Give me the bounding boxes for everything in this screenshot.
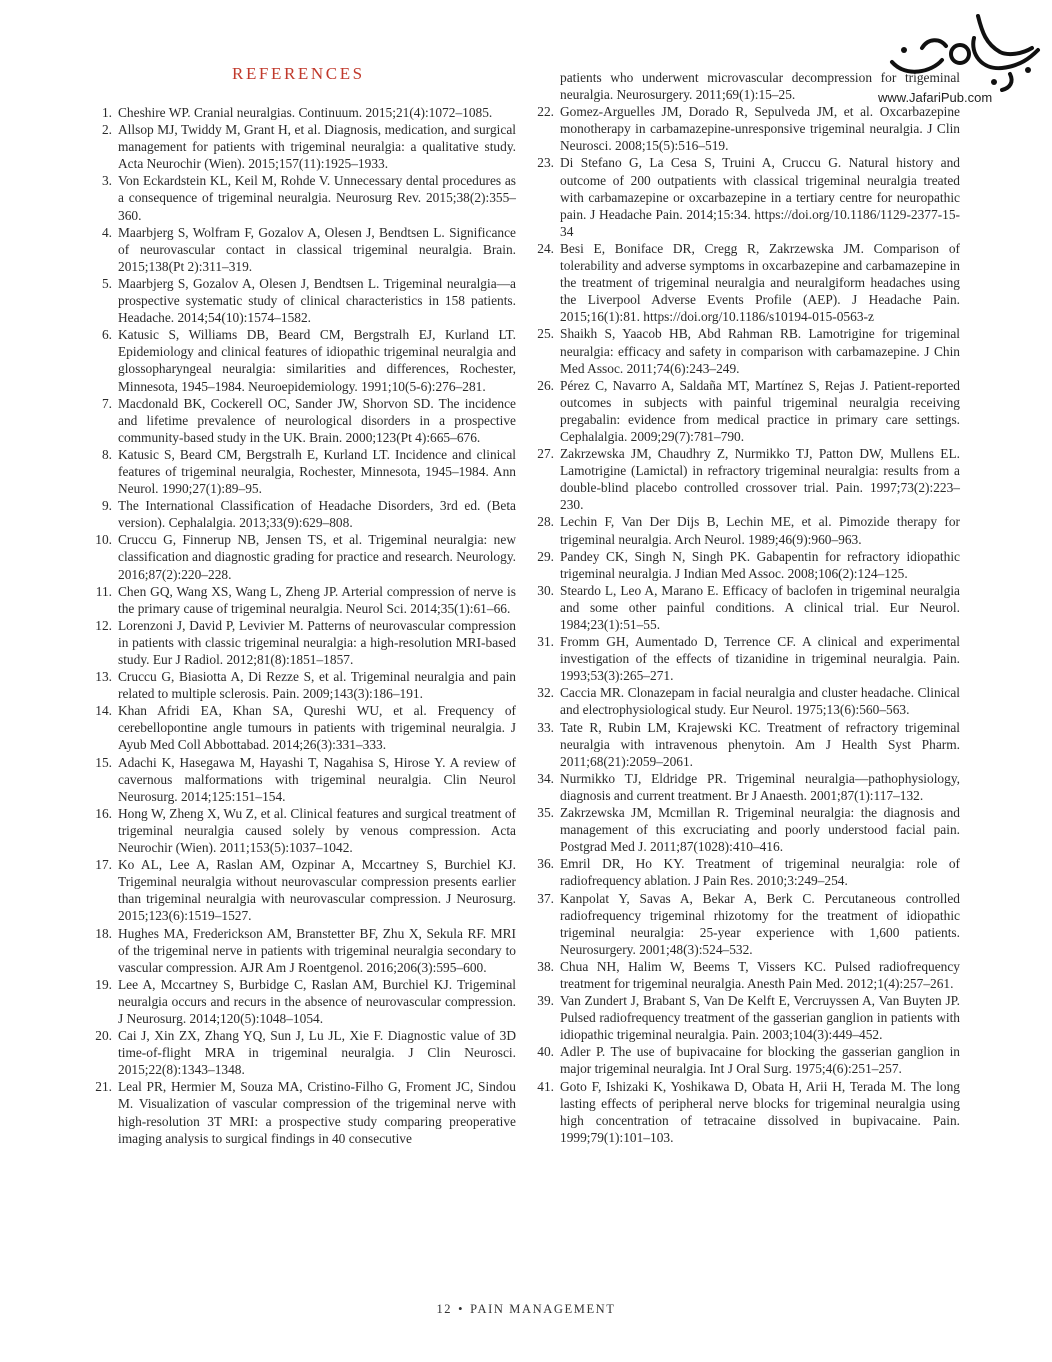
reference-text: Tate R, Rubin LM, Krajewski KC. Treatment of refractory trigeminal neuralgia with intravenous phenytoin. Am J Health Syst Pharm. 2011;68(21):2059–2061. xyxy=(560,719,960,769)
reference-number: 28. xyxy=(537,514,554,530)
reference-item xyxy=(86,702,516,753)
reference-text: Maarbjerg S, Gozalov A, Olesen J, Bendtsen L. Trigeminal neuralgia—a prospective systematic study of clinical characteristics in 158 patients. Headache. 2014;54(10):1574–1582. xyxy=(118,275,516,326)
reference-item xyxy=(86,224,516,275)
reference-text: Adler P. The use of bupivacaine for blocking the gasserian ganglion in major trigeminal neuralgia. Int J Oral Surg. 1975;4(6):251–257. xyxy=(560,1044,960,1077)
reference-text: Leal PR, Hermier M, Souza MA, Cristino-Filho G, Froment JC, Sindou M. Visualization of vascular compression of the trigeminal nerve with high-resolution 3T MRI: a prospective study comparing preoperative imaging analysis to surgical findings in 40 consecutive xyxy=(118,1079,516,1146)
reference-text: The International Classification of Headache Disorders, 3rd ed. (Beta version). Cephalalgia. 2013;33(9):629–808. xyxy=(118,498,516,531)
reference-number: 21. xyxy=(95,1079,112,1095)
reference-number: 29. xyxy=(537,548,554,564)
reference-item xyxy=(86,976,516,1027)
reference-text: Lechin F, Van Der Dijs B, Lechin ME, et al. Pimozide therapy for trigeminal neuralgia. Arch Neurol. 1989;46(9):960–963. xyxy=(560,514,960,547)
reference-text: Pandey CK, Singh N, Singh PK. Gabapentin for refractory idiopathic trigeminal neuralgia. J Indian Med Assoc. 2008;106(2):124–125. xyxy=(560,548,960,581)
reference-item xyxy=(528,445,960,513)
reference-number: 20. xyxy=(95,1028,112,1044)
reference-number: 18. xyxy=(95,925,112,941)
reference-number: 26. xyxy=(537,377,554,393)
reference-text: Zakrzewska JM, Mcmillan R. Trigeminal neuralgia: the diagnosis and management of this excruciating and poorly understood facial pain. Postgrad Med J. 2011;87(1028):410–416. xyxy=(560,805,960,855)
reference-number: 9. xyxy=(101,498,112,514)
reference-number: 6. xyxy=(101,327,112,343)
reference-number: 24. xyxy=(537,240,554,256)
reference-text: Maarbjerg S, Wolfram F, Gozalov A, Olesen J, Bendtsen L. Significance of neurovascular contact in classical trigeminal neuralgia. Brain. 2015;138(Pt 2):311–319. xyxy=(118,224,516,274)
reference-number: 23. xyxy=(537,155,554,171)
reference-number: 36. xyxy=(537,856,554,872)
reference-item xyxy=(528,513,960,547)
separator-dot: • xyxy=(458,1302,465,1316)
reference-number: 33. xyxy=(537,719,554,735)
reference-text: Steardo L, Leo A, Marano E. Efficacy of baclofen in trigeminal neuralgia and some other painful conditions. A clinical trial. Eur Neurol. 1984;23(1):51–55. xyxy=(560,582,960,632)
reference-number: 8. xyxy=(101,446,112,462)
references-left-column xyxy=(86,104,516,1147)
reference-item xyxy=(528,240,960,325)
reference-number: 15. xyxy=(95,754,112,770)
reference-number: 4. xyxy=(101,224,112,240)
reference-number: 1. xyxy=(101,105,112,120)
reference-number: 40. xyxy=(537,1044,554,1060)
reference-item xyxy=(528,582,960,633)
reference-text: Cai J, Xin ZX, Zhang YQ, Sun J, Lu JL, Xie F. Diagnostic value of 3D time-of-flight MRA in trigeminal neuralgia. J Clin Neurosci. 2015;22(8):1343–1348. xyxy=(118,1028,516,1078)
reference-text: Adachi K, Hasegawa M, Hayashi T, Nagahisa S, Hirose Y. A review of cavernous malformations with trigeminal neuralgia. Clin Neurol Neurosurg. 2014;125:151–154. xyxy=(118,754,516,804)
reference-text: Cheshire WP. Cranial neuralgias. Continuum. 2015;21(4):1072–1085. xyxy=(118,105,493,120)
reference-text: Besi E, Boniface DR, Cregg R, Zakrzewska JM. Comparison of tolerability and adverse symptoms in oxcarbazepine and carbamazepine in the treatment of trigeminal neuralgia and neuralgiform headaches using the Liverpool Adverse Events Profile (AEP). J Headache Pain. 2015;16(1):81. https://doi.org/10.1186/s10194-015-0563-z xyxy=(560,240,960,325)
reference-text: Katusic S, Williams DB, Beard CM, Bergstralh EJ, Kurland LT. Epidemiology and clinical features of idiopathic trigeminal neuralgia and glossopharyngeal neuralgia: similarities and differences, Rochester, Minnesota, 1945–1984. Neuroepidemiology. 1991;10(5-6):276–281. xyxy=(118,327,516,394)
reference-item xyxy=(528,103,960,154)
reference-number: 30. xyxy=(537,582,554,598)
reference-item xyxy=(528,770,960,804)
reference-item xyxy=(86,121,516,172)
reference-item xyxy=(528,719,960,770)
reference-number: 19. xyxy=(95,976,112,992)
reference-number: 13. xyxy=(95,669,112,685)
reference-item xyxy=(528,1043,960,1077)
reference-number: 11. xyxy=(95,583,112,599)
reference-number: 41. xyxy=(537,1078,554,1094)
reference-item xyxy=(528,548,960,582)
reference-number: 25. xyxy=(537,326,554,342)
reference-text: Macdonald BK, Cockerell OC, Sander JW, Shorvon SD. The incidence and lifetime prevalence of neurological disorders in a prospective community-based study in the UK. Brain. 2000;123(Pt 4):665–676. xyxy=(118,395,516,445)
reference-item xyxy=(86,668,516,702)
reference-text: Kanpolat Y, Savas A, Bekar A, Berk C. Percutaneous controlled radiofrequency trigeminal rhizotomy for the treatment of idiopathic trigeminal neuralgia: 25-year experience with 1,600 patients. Neurosurgery. 2001;48(3):524–532. xyxy=(560,890,960,957)
reference-item xyxy=(86,617,516,668)
reference-item xyxy=(86,104,516,121)
reference-item xyxy=(86,1078,516,1146)
references-right-column xyxy=(528,69,960,1146)
reference-number: 16. xyxy=(95,805,112,821)
reference-number: 31. xyxy=(537,634,554,650)
reference-number: 7. xyxy=(101,395,112,411)
reference-number: 22. xyxy=(537,104,554,120)
reference-item xyxy=(86,497,516,531)
reference-item xyxy=(528,1078,960,1146)
reference-text: Van Zundert J, Brabant S, Van De Kelft E, Vercruyssen A, Van Buyten JP. Pulsed radiofrequency treatment of the gasserian ganglion in patients with idiopathic trigeminal neuralgia. Pain. 2003;104(3):449–452. xyxy=(560,993,960,1043)
reference-text: Goto F, Ishizaki K, Yoshikawa D, Obata H, Arii H, Terada M. The long lasting effects of peripheral nerve blocks for trigeminal neuralgia using high concentration of tetracaine dissolved in bupivacaine. Pain. 1999;79(1):101–103. xyxy=(560,1078,960,1145)
reference-text: Allsop MJ, Twiddy M, Grant H, et al. Diagnosis, medication, and surgical management for patients with trigeminal neuralgia: a qualitative study. Acta Neurochir (Wien). 2015;157(11):1925–1933. xyxy=(118,122,516,172)
page-number: 12 xyxy=(436,1302,453,1316)
reference-text: Emril DR, Ho KY. Treatment of trigeminal neuralgia: role of radiofrequency ablation. J Pain Res. 2010;3:249–254. xyxy=(560,856,960,889)
reference-text: Hong W, Zheng X, Wu Z, et al. Clinical features and surgical treatment of trigeminal neuralgia caused solely by venous compression. Acta Neurochir (Wien). 2011;153(5):1037–1042. xyxy=(118,805,516,856)
reference-text: Nurmikko TJ, Eldridge PR. Trigeminal neuralgia—pathophysiology, diagnosis and current treatment. Br J Anaesth. 2001;87(1):117–132. xyxy=(560,770,960,803)
reference-number: 5. xyxy=(101,275,112,291)
reference-item xyxy=(528,684,960,718)
reference-number: 27. xyxy=(537,446,554,462)
reference-number: 38. xyxy=(537,958,554,974)
reference-item xyxy=(528,154,960,239)
reference-item xyxy=(86,856,516,924)
reference-text: Von Eckardstein KL, Keil M, Rohde V. Unnecessary dental procedures as a consequence of trigeminal neuralgia. Neurosurg Rev. 2015;38(2):355–360. xyxy=(118,173,516,223)
reference-number: 39. xyxy=(537,993,554,1009)
reference-continuation: patients who underwent microvascular decompression for trigeminal neuralgia. Neurosurgery. 2011;69(1):15–25. xyxy=(560,70,960,103)
reference-text: Katusic S, Beard CM, Bergstralh E, Kurland LT. Incidence and clinical features of trigeminal neuralgia, Rochester, Minnesota, 1945–1984. Ann Neurol. 1990;27(1):89–95. xyxy=(118,446,516,497)
reference-item xyxy=(86,395,516,446)
reference-text: Chen GQ, Wang XS, Wang L, Zheng JP. Arterial compression of nerve is the primary cause of trigeminal neuralgia. Neurol Sci. 2014;35(1):61–66. xyxy=(118,583,516,616)
reference-item xyxy=(86,805,516,856)
reference-number: 2. xyxy=(101,122,112,138)
reference-text: Lee A, Mccartney S, Burbidge C, Raslan AM, Burchiel KJ. Trigeminal neuralgia occurs and recurs in the absence of neurovascular compression. J Neurosurg. 2014;120(5):1048–1054. xyxy=(118,976,516,1026)
publisher-url: www.JafariPub.com xyxy=(878,90,993,105)
reference-item xyxy=(528,633,960,684)
references-heading: REFERENCES xyxy=(232,64,365,83)
reference-item xyxy=(86,446,516,497)
reference-item xyxy=(86,172,516,223)
reference-text: Ko AL, Lee A, Raslan AM, Ozpinar A, Mccartney S, Burchiel KJ. Trigeminal neuralgia without neurovascular compression presents earlier than trigeminal neuralgia with neurovascular compression. J Neurosurg. 2015;123(6):1519–1527. xyxy=(118,857,516,924)
reference-item xyxy=(86,925,516,976)
reference-text: Pérez C, Navarro A, Saldaña MT, Martínez S, Rejas J. Patient-reported outcomes in subjects with painful trigeminal neuralgia receiving pregabalin: evidence from medical practice in primary care settings. Cephalalgia. 2009;29(7):781–790. xyxy=(560,377,960,444)
reference-number: 32. xyxy=(537,685,554,701)
reference-item xyxy=(528,855,960,889)
journal-name: PAIN MANAGEMENT xyxy=(470,1302,616,1316)
reference-item xyxy=(528,377,960,445)
reference-item xyxy=(86,275,516,326)
reference-item xyxy=(86,583,516,617)
reference-text: Zakrzewska JM, Chaudhry Z, Nurmikko TJ, Patton DW, Mullens EL. Lamotrigine (Lamictal) in refractory trigeminal neuralgia: results from a double-blind placebo controlled crossover trial. Pain. 1997;73(2):223–230. xyxy=(560,446,960,513)
reference-item xyxy=(528,890,960,958)
reference-number: 14. xyxy=(95,703,112,719)
reference-text: Khan Afridi EA, Khan SA, Qureshi WU, et al. Frequency of cerebellopontine angle tumours in patients with trigeminal neuralgia. J Ayub Med Coll Abbottabad. 2014;26(3):331–333. xyxy=(118,703,516,753)
reference-number: 17. xyxy=(95,857,112,873)
page-footer xyxy=(0,1302,1052,1317)
reference-text: Cruccu G, Finnerup NB, Jensen TS, et al. Trigeminal neuralgia: new classification and diagnostic grading for practice and research. Neurology. 2016;87(2):220–228. xyxy=(118,532,516,582)
reference-number: 37. xyxy=(537,890,554,906)
reference-text: Shaikh S, Yaacob HB, Abd Rahman RB. Lamotrigine for trigeminal neuralgia: efficacy and safety in comparison with carbamazepine. J Chin Med Assoc. 2011;74(6):243–249. xyxy=(560,326,960,376)
reference-text: Di Stefano G, La Cesa S, Truini A, Cruccu G. Natural history and outcome of 200 outpatients with classical trigeminal neuralgia treated with carbamazepine or oxcarbazepine in a tertiary centre for neuropathic pain. J Headache Pain. 2014;15:34. https://doi.org/10.1186/1129-2377-15-34 xyxy=(560,155,960,239)
reference-number: 34. xyxy=(537,770,554,786)
reference-number: 10. xyxy=(95,532,112,548)
reference-item xyxy=(528,992,960,1043)
reference-text: Fromm GH, Aumentado D, Terrence CF. A clinical and experimental investigation of the effects of tizanidine in trigeminal neuralgia. Pain. 1993;53(3):265–271. xyxy=(560,634,960,684)
reference-item xyxy=(528,958,960,992)
reference-text: Caccia MR. Clonazepam in facial neuralgia and cluster headache. Clinical and electrophysiological study. Eur Neurol. 1975;13(6):560–563. xyxy=(560,685,960,718)
reference-item xyxy=(86,531,516,582)
reference-number: 12. xyxy=(95,617,112,633)
reference-item xyxy=(528,325,960,376)
reference-text: Hughes MA, Frederickson AM, Branstetter BF, Zhu X, Sekula RF. MRI of the trigeminal nerve in patients with trigeminal neuralgia secondary to vascular compression. AJR Am J Roentgenol. 2016;206(3):595–600. xyxy=(118,925,516,975)
reference-text: Lorenzoni J, David P, Levivier M. Patterns of neurovascular compression in patients with classic trigeminal neuralgia: a high-resolution MRI-based study. Eur J Radiol. 2012;81(8):1851–1857. xyxy=(118,617,516,667)
reference-item xyxy=(528,804,960,855)
reference-text: Gomez-Arguelles JM, Dorado R, Sepulveda JM, et al. Oxcarbazepine monotherapy in carbamazepine-unresponsive trigeminal neuralgia. J Clin Neurosci. 2008;15(5):516–519. xyxy=(560,104,960,154)
reference-number: 3. xyxy=(101,173,112,189)
reference-item xyxy=(86,1027,516,1078)
reference-number: 35. xyxy=(537,805,554,821)
reference-item xyxy=(86,754,516,805)
reference-text: Chua NH, Halim W, Beems T, Vissers KC. Pulsed radiofrequency treatment for trigeminal neuralgia. Anesth Pain Med. 2012;1(4):257–261. xyxy=(560,958,960,991)
reference-item xyxy=(86,326,516,394)
reference-text: Cruccu G, Biasiotta A, Di Rezze S, et al. Trigeminal neuralgia and pain related to multiple sclerosis. Pain. 2009;143(3):186–191. xyxy=(118,669,516,702)
